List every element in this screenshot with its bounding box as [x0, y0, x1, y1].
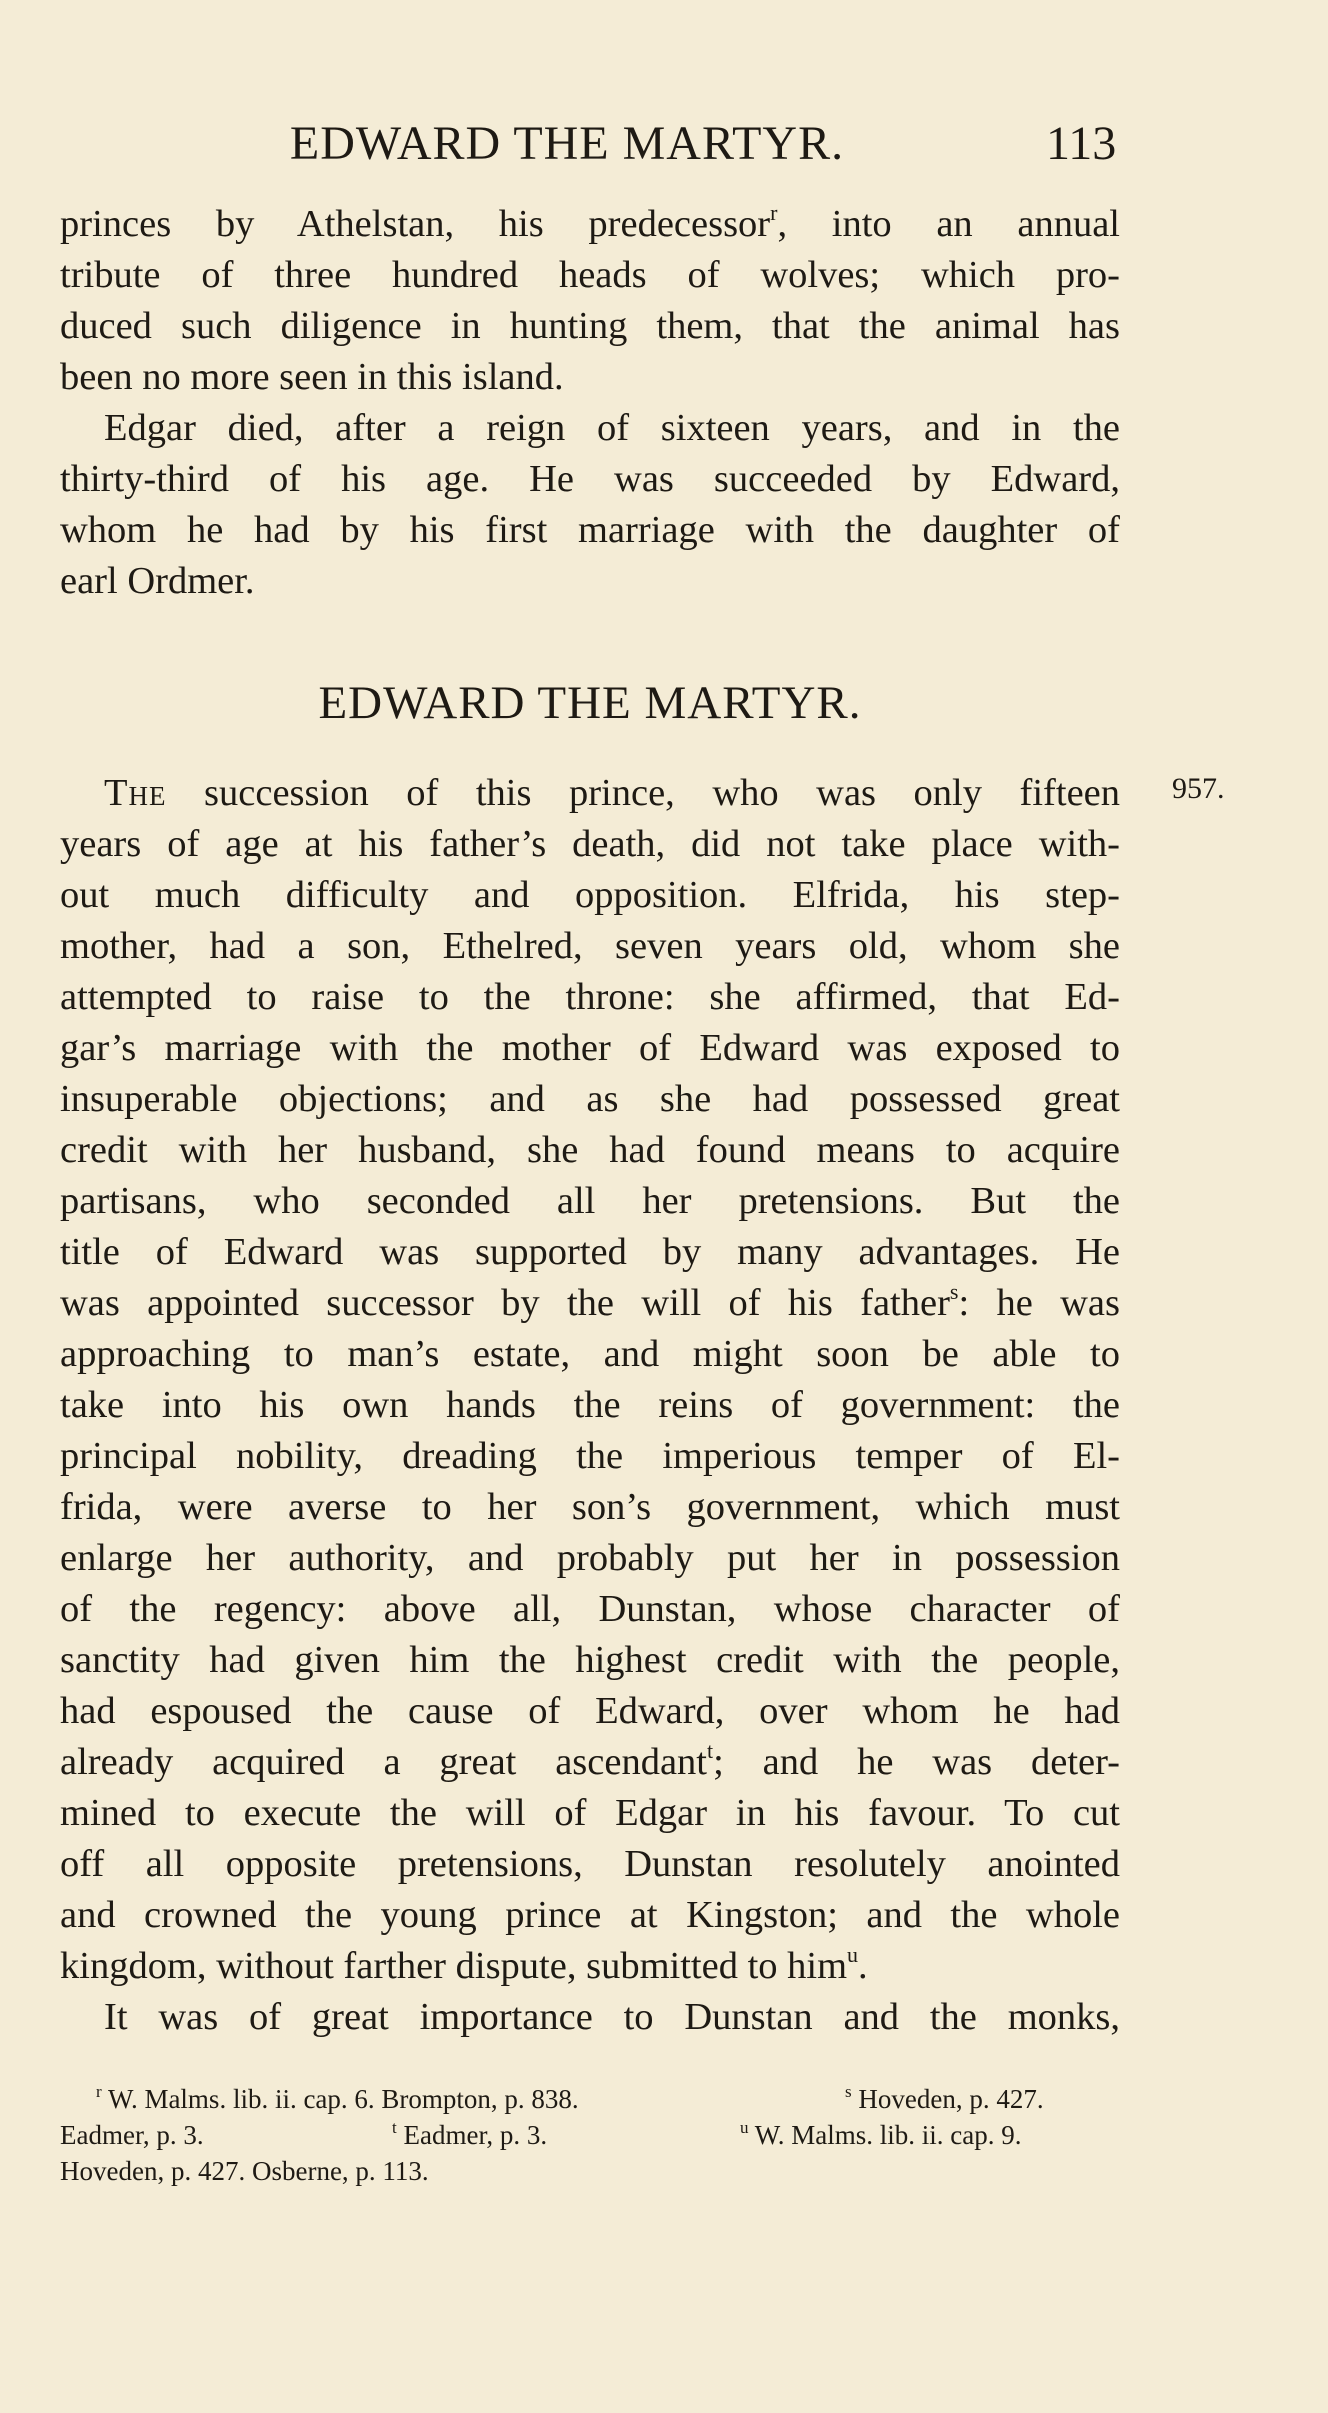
footnote-mark: u	[740, 2118, 749, 2137]
text-line: partisans, who seconded all her pretensions. But the	[60, 1180, 1120, 1222]
text-line: thirty-third of his age. He was succeeded by Edward,	[60, 458, 1120, 500]
text-line: and crowned the young prince at Kingston; and the whole	[60, 1894, 1120, 1936]
main-paragraph	[60, 768, 1120, 2043]
text-line: frida, were averse to her son’s government, which must	[60, 1486, 1120, 1528]
text-line: gar’s marriage with the mother of Edward was exposed to	[60, 1027, 1120, 1069]
text-line	[60, 1941, 1120, 1992]
footnote-ref-r: r	[770, 200, 778, 225]
text-line: been no more seen in this island.	[60, 356, 564, 398]
text-line: years of age at his father’s death, did not take place with-	[60, 823, 1120, 865]
text-run: .	[858, 1945, 868, 1987]
footnote-mark: r	[96, 2082, 102, 2101]
footnote-r	[96, 2081, 579, 2117]
footnote-ref-s: s	[949, 1279, 959, 1304]
text-line: principal nobility, dreading the imperious temper of El-	[60, 1435, 1120, 1477]
text-line	[60, 768, 1120, 819]
footnote-s	[845, 2081, 1044, 2117]
text-line	[60, 1278, 1120, 1329]
text-line: of the regency: above all, Dunstan, whose character of	[60, 1588, 1120, 1630]
text-run: , into an annual	[777, 203, 1120, 245]
text-run: princes by Athelstan, his predecessor	[60, 203, 771, 245]
footnote-mark: t	[392, 2118, 397, 2137]
footnote-u	[740, 2117, 1022, 2153]
text-line: tribute of three hundred heads of wolves; which pro-	[60, 254, 1120, 296]
text-line: attempted to raise to the throne: she affirmed, that Ed-	[60, 976, 1120, 1018]
footnote-ref-t: t	[707, 1738, 714, 1763]
footnote-line	[60, 2117, 1120, 2153]
text-run: was appointed successor by the will of his father	[60, 1282, 950, 1324]
text-line: enlarge her authority, and probably put her in possession	[60, 1537, 1120, 1579]
footnote-line	[60, 2153, 1120, 2189]
text-line	[60, 1737, 1120, 1788]
text-line: sanctity had given him the highest credit with the people,	[60, 1639, 1120, 1681]
text-line	[60, 199, 1120, 250]
footnote-line	[60, 2081, 1120, 2117]
text-run: kingdom, without farther dispute, submitted to him	[60, 1945, 848, 1987]
text-run: ; and he was deter-	[713, 1741, 1120, 1783]
footnote-text: Hoveden, p. 427.	[858, 2084, 1044, 2114]
marginal-date: 957.	[1172, 772, 1225, 805]
text-line: earl Ordmer.	[60, 560, 255, 602]
text-line: title of Edward was supported by many advantages. He	[60, 1231, 1120, 1273]
section-title: EDWARD THE MARTYR.	[318, 677, 862, 729]
text-line: approaching to man’s estate, and might soon be able to	[60, 1333, 1120, 1375]
page-number-text: 113	[1046, 117, 1117, 170]
text-line: mined to execute the will of Edgar in his favour. To cut	[60, 1792, 1120, 1834]
first-word: The	[104, 772, 167, 814]
text-line: mother, had a son, Ethelred, seven years old, whom she	[60, 925, 1120, 967]
text-line: It was of great importance to Dunstan and the monks,	[104, 1996, 1120, 2038]
footnote-mark: s	[845, 2082, 852, 2101]
text-line: off all opposite pretensions, Dunstan resolutely anointed	[60, 1843, 1120, 1885]
text-run: already acquired a great ascendant	[60, 1741, 707, 1783]
footnote-ref-u: u	[847, 1942, 859, 1967]
text-run: succession of this prince, who was only fifteen	[166, 772, 1120, 814]
text-line: whom he had by his first marriage with the daughter of	[60, 509, 1120, 551]
text-line: duced such diligence in hunting them, that the animal has	[60, 305, 1120, 347]
page-number	[1046, 116, 1116, 171]
text-line: Edgar died, after a reign of sixteen years, and in the	[104, 407, 1120, 449]
footnote-text: W. Malms. lib. ii. cap. 6. Brompton, p. 838.	[107, 2084, 579, 2114]
text-line: credit with her husband, she had found means to acquire	[60, 1129, 1120, 1171]
footnote-text: Eadmer, p. 3.	[403, 2120, 548, 2150]
running-head-title: EDWARD THE MARTYR.	[289, 117, 845, 170]
text-line: out much difficulty and opposition. Elfrida, his step-	[60, 874, 1120, 916]
footnote-t	[392, 2117, 547, 2153]
footnote-text: Hoveden, p. 427. Osberne, p. 113.	[60, 2156, 429, 2186]
top-paragraphs	[60, 199, 1120, 607]
text-line: insuperable objections; and as she had possessed great	[60, 1078, 1120, 1120]
footnote-text: Eadmer, p. 3.	[60, 2120, 204, 2150]
text-line: had espoused the cause of Edward, over whom he had	[60, 1690, 1120, 1732]
running-head	[0, 112, 1328, 172]
text-line: take into his own hands the reins of government: the	[60, 1384, 1120, 1426]
footnotes	[60, 2081, 1120, 2189]
footnote-text: W. Malms. lib. ii. cap. 9.	[754, 2120, 1022, 2150]
text-run: : he was	[958, 1282, 1120, 1324]
